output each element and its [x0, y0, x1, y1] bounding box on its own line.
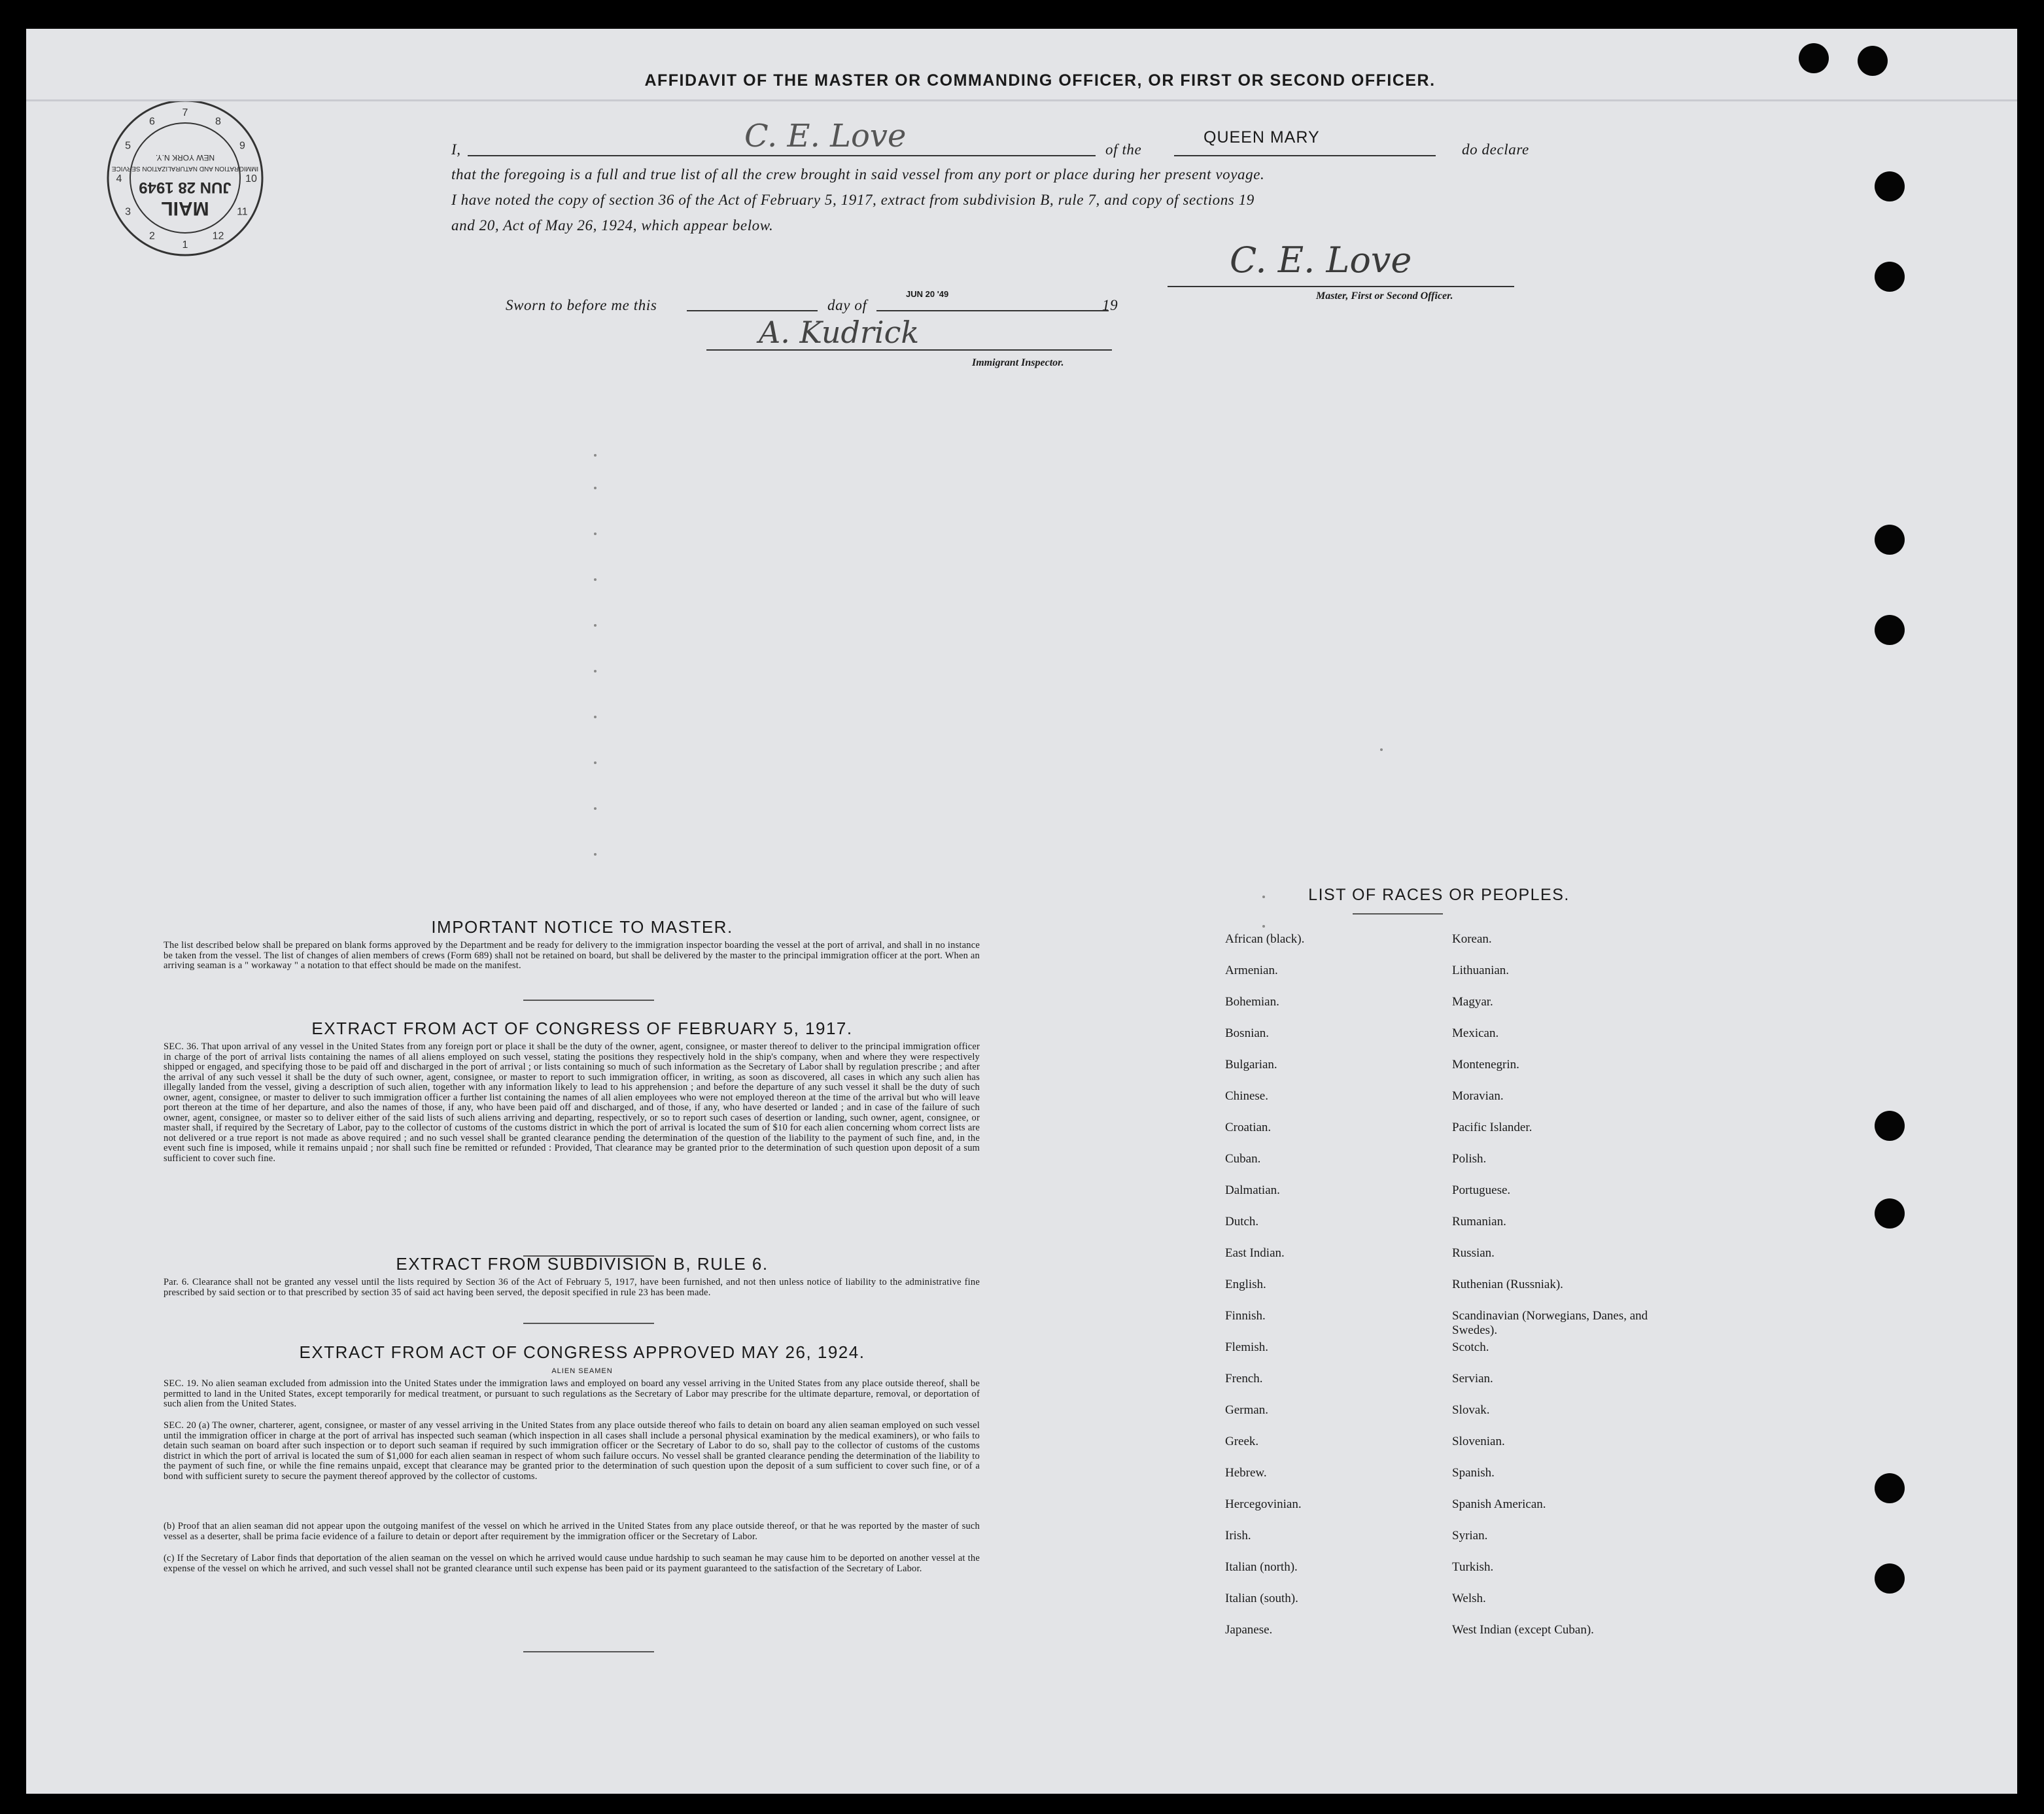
race-item: Moravian.	[1452, 1089, 1504, 1103]
race-item: Spanish.	[1452, 1466, 1495, 1480]
stamp-dial-number: 1	[182, 239, 188, 251]
race-item: Korean.	[1452, 932, 1492, 946]
affidavit-title: AFFIDAVIT OF THE MASTER OR COMMANDING OFFICER, OR FIRST OR SECOND OFFICER.	[644, 71, 1436, 90]
race-item: Hercegovinian.	[1225, 1497, 1302, 1511]
svg-text:A. Kudrick: A. Kudrick	[759, 315, 920, 350]
race-item: Scotch.	[1452, 1340, 1489, 1354]
extract-1924-subtitle: ALIEN SEAMEN	[551, 1367, 613, 1375]
year-prefix: 19	[1102, 297, 1118, 313]
extract-1924-title: EXTRACT FROM ACT OF CONGRESS APPROVED MAY 26, 1924.	[299, 1342, 865, 1362]
race-item: Finnish.	[1225, 1309, 1266, 1323]
stamp-dial-number: 3	[125, 206, 131, 218]
stamp-line-place: NEW YORK N.Y.	[155, 153, 215, 162]
master-signature-top	[739, 113, 975, 158]
punch-hole	[1875, 525, 1905, 555]
extract-rule-title: EXTRACT FROM SUBDIVISION B, RULE 6.	[396, 1254, 769, 1274]
race-item: Hebrew.	[1225, 1466, 1267, 1480]
declaration-line-1: that the foregoing is a full and true list of all the crew brought in said vessel from any port or place during her present voyage.	[451, 166, 1265, 183]
extract-1924-sec20c: (c) If the Secretary of Labor finds that deportation of the alien seaman on the vessel on which he arrived would cause undue hardship to such seaman he may cause him to be deported on another vessel at the expense of the vessel on which he arrived, and such vessel shall not be granted clearance until such expense has been paid or its payment guaranteed to the satisfaction of the Secretary of Labor.	[164, 1553, 980, 1574]
punch-hole	[1799, 43, 1829, 73]
race-item: Lithuanian.	[1452, 964, 1510, 977]
race-item: Servian.	[1452, 1372, 1493, 1386]
race-item: Irish.	[1225, 1529, 1251, 1543]
punch-hole	[1858, 46, 1888, 76]
race-item: Italian (south).	[1225, 1592, 1298, 1605]
race-item: Portuguese.	[1452, 1183, 1511, 1197]
race-item: Dalmatian.	[1225, 1183, 1280, 1197]
extract-1924-sec20a: SEC. 20 (a) The owner, charterer, agent, consignee, or master of any vessel arriving in the United States from any place outside thereof who fails to detain on board any alien seaman employed on such vessel until the immigration officer in charge at the port of arrival has inspected such seaman (which inspection in all cases shall include a personal physical examination by the medical examiners), or who fails to detain such seaman on board after such inspection or to deport such seaman if required by such immigration officer or the Secretary of Labor to do so, shall pay to the collector of customs of the customs district in which the port of arrival is located the sum of $1,000 for each alien seaman in respect of whom such failure occurs. No vessel shall be granted clearance pending the determination of the liability to the payment of such fine, or while the fine remains unpaid, except that clearance may be granted prior to the determination of such question upon the deposit of a sum sufficient to cover such fine, or of a bond with sufficient surety to secure the payment thereof approved by the collector of customs.	[164, 1420, 980, 1482]
races-title: LIST OF RACES OR PEOPLES.	[1308, 886, 1570, 904]
punch-hole	[1875, 1473, 1905, 1503]
race-item: Mexican.	[1452, 1026, 1499, 1040]
punch-hole	[1875, 1198, 1905, 1229]
races-underline	[1353, 913, 1443, 915]
inspector-line	[706, 349, 1112, 351]
race-item: English.	[1225, 1278, 1266, 1291]
race-item: Polish.	[1452, 1152, 1487, 1166]
separator-1	[523, 1000, 654, 1001]
race-item: West Indian (except Cuban).	[1452, 1623, 1594, 1637]
race-item: German.	[1225, 1403, 1268, 1417]
race-item: Croatian.	[1225, 1121, 1272, 1134]
race-item: Welsh.	[1452, 1592, 1486, 1605]
stamp-line-mail: MAIL	[161, 198, 209, 219]
race-item: Greek.	[1225, 1435, 1259, 1448]
stamp-line-date: JUN 28 1949	[139, 179, 232, 196]
race-item: Bohemian.	[1225, 995, 1279, 1009]
faint-header-bleed	[26, 99, 2017, 101]
extract-rule-body: Par. 6. Clearance shall not be granted any vessel until the lists required by Section 36 of the Act of February 5, 1917, have been furnished, and not then unless notice of liability to the administrative fine prescribed by said section or to that prescribed by section 35 of said act having been served, the deposit specified in rule 23 has been made.	[164, 1277, 980, 1298]
date-stamp	[103, 96, 267, 260]
notice-title: IMPORTANT NOTICE TO MASTER.	[431, 917, 733, 937]
extract-1917-title: EXTRACT FROM ACT OF CONGRESS OF FEBRUARY 5, 1917.	[311, 1019, 853, 1038]
stamp-dial-number: 5	[125, 140, 131, 152]
punch-hole	[1875, 1111, 1905, 1141]
race-item: Ruthenian (Russniak).	[1452, 1278, 1563, 1291]
separator-3	[523, 1323, 654, 1324]
race-item: Dutch.	[1225, 1215, 1259, 1229]
race-item: Italian (north).	[1225, 1560, 1298, 1574]
date-received-stamp: JUN 20 '49	[906, 289, 949, 299]
extract-1924-sec19: SEC. 19. No alien seaman excluded from admission into the United States under the immigration laws and employed on board any vessel arriving in the United States from any place outside thereof, shall be permitted to land in the United States, except temporarily for medical treatment, or pursuant to such regulations as the Secretary of Labor may prescribe for the ultimate departure, removal, or deportation of such alien from the United States.	[164, 1378, 980, 1409]
stamp-line-service: IMMIGRATION AND NATURALIZATION SERVICE	[111, 165, 259, 172]
svg-text:C. E. Love: C. E. Love	[744, 118, 907, 154]
race-item: Slovenian.	[1452, 1435, 1505, 1448]
race-item: Bulgarian.	[1225, 1058, 1277, 1072]
stamp-dial-number: 4	[116, 173, 122, 184]
stamp-dial-number: 2	[149, 230, 155, 242]
race-item: Spanish American.	[1452, 1497, 1546, 1511]
race-item: Slovak.	[1452, 1403, 1490, 1417]
do-declare-label: do declare	[1462, 141, 1529, 158]
svg-text:C. E. Love: C. E. Love	[1230, 239, 1412, 281]
race-item: Rumanian.	[1452, 1215, 1506, 1229]
inspector-label: Immigrant Inspector.	[972, 357, 1064, 368]
race-item: Bosnian.	[1225, 1026, 1270, 1040]
race-item: Syrian.	[1452, 1529, 1488, 1543]
stamp-dial-number: 10	[245, 173, 257, 184]
stamp-dial-number: 12	[212, 230, 224, 242]
race-item: Pacific Islander.	[1452, 1121, 1533, 1134]
notice-body: The list described below shall be prepared on blank forms approved by the Department and be ready for delivery to the immigration inspector boarding the vessel at the port of arrival, and shall in no instance be taken from the vessel. The list of changes of alien members of crews (Form 689) shall not be retained on board, but shall be delivered by the master to the principal immigration officer at the port. When an arriving seaman is a " workaway " a notation to that effect should be made on the manifest.	[164, 940, 980, 971]
race-item: French.	[1225, 1372, 1263, 1386]
punch-hole	[1875, 615, 1905, 645]
vessel-name: QUEEN MARY	[1204, 128, 1320, 147]
declaration-line-2: I have noted the copy of section 36 of the Act of February 5, 1917, extract from subdivision B, rule 7, and copy of sections 19	[451, 192, 1255, 208]
race-item: Japanese.	[1225, 1623, 1273, 1637]
race-item: Flemish.	[1225, 1340, 1268, 1354]
race-item: Turkish.	[1452, 1560, 1494, 1574]
stamp-dial-number: 9	[239, 140, 245, 152]
of-the-label: of the	[1105, 141, 1142, 158]
master-label: Master, First or Second Officer.	[1316, 290, 1453, 302]
separator-4	[523, 1651, 654, 1652]
extract-1924-sec20b: (b) Proof that an alien seaman did not appear upon the outgoing manifest of the vessel on which he arrived in the United States from any place outside thereof, or that he was reported by the master of such vessel as a deserter, shall be prima facie evidence of a failure to detain or deport after requirement by the immigration officer or the Secretary of Labor.	[164, 1521, 980, 1542]
master-signature-line	[1168, 286, 1514, 287]
race-item: Russian.	[1452, 1246, 1495, 1260]
sworn-label: Sworn to before me this	[506, 297, 657, 313]
stamp-dial-number: 7	[182, 107, 188, 118]
race-item: Magyar.	[1452, 995, 1493, 1009]
punch-hole	[1875, 1563, 1905, 1594]
stamp-dial-number: 11	[237, 206, 248, 218]
punch-hole	[1875, 262, 1905, 292]
vessel-line	[1174, 155, 1436, 156]
race-item: Chinese.	[1225, 1089, 1268, 1103]
race-item: Armenian.	[1225, 964, 1278, 977]
extract-1917-body: SEC. 36. That upon arrival of any vessel in the United States from any foreign port or place it shall be the duty of the owner, agent, consignee, or master thereof to deliver to the principal immigration officer in charge of the port of arrival lists containing the names of all aliens employed on such vessel, stating the positions they respectively hold in the ship's company, when and where they were respectively shipped or engaged, and specifying those to be paid off and discharged in the port of arrival ; or lists containing so much of such information as the Secretary of Labor shall by regulation prescribe ; and after the arrival of any such vessel it shall be the duty of such owner, agent, consignee, or master to report to such immigration officer, in writing, as soon as discovered, all cases in which any such alien has illegally landed from the vessel, giving a description of such alien, together with any information likely to lead to his apprehension ; and before the departure of any such vessel it shall be the duty of such owner, agent, consignee, or master to deliver to such immigration officer a further list containing the names of all alien employees who were not employed thereon at the time of the arrival but who will leave port thereon at the time of her departure, and also the names of those, if any, who have been paid off and discharged, and of those, if any, who have deserted or landed ; and in case of the failure of such owner, agent, consignee, or master so to deliver either of the said lists of such aliens arriving and departing, respectively, or so to report such cases of desertion or landing, such owner, agent, consignee, or master shall, if required by the Secretary of Labor, pay to the collector of customs of the customs district in which the port of arrival is located the sum of $10 for each alien concerning whom correct lists are not delivered or a true report is not made as above required ; and no such vessel shall be granted clearance pending the determination of the question of the liability to the payment of such fine, and, in the event such fine is imposed, while it remains unpaid ; nor shall such fine be remitted or refunded : Provided, That clearance may be granted prior to the determination of such question upon deposit of a sum sufficient to cover such fine.	[164, 1041, 980, 1164]
race-item: Montenegrin.	[1452, 1058, 1519, 1072]
stamp-dial-number: 6	[149, 116, 155, 128]
race-item: East Indian.	[1225, 1246, 1285, 1260]
document-page	[26, 29, 2017, 1794]
punch-hole	[1875, 171, 1905, 201]
day-of-label: day of	[827, 297, 867, 313]
stamp-dial-number: 8	[215, 116, 221, 128]
race-item: Scandinavian (Norwegians, Danes, and Swedes).	[1452, 1309, 1648, 1337]
declaration-line-3: and 20, Act of May 26, 1924, which appear below.	[451, 217, 774, 234]
race-item: African (black).	[1225, 932, 1305, 946]
inspector-signature	[746, 302, 1033, 361]
race-item: Cuban.	[1225, 1152, 1261, 1166]
declaration-i: I,	[451, 141, 461, 158]
